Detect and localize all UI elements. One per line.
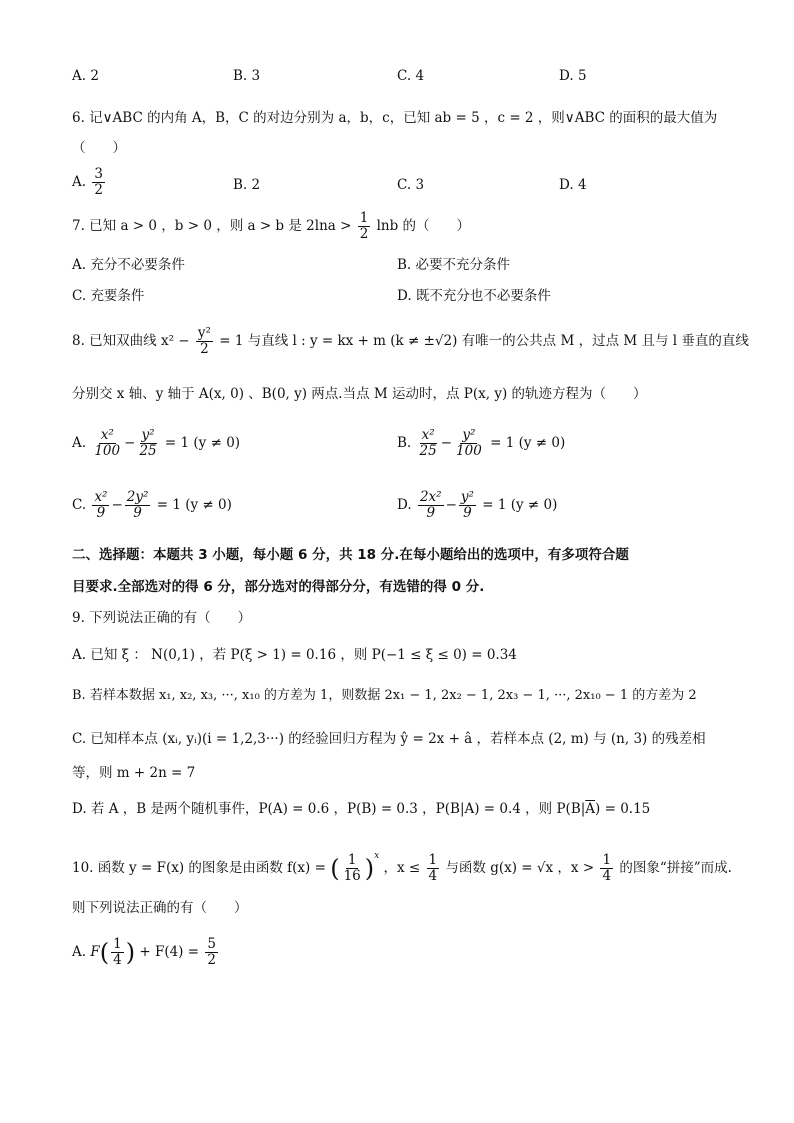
q7-stem: 7. 已知 a > 0 ，b > 0 ，则 a > b 是 2lna > $\frac{1}{2}$ lnb 的（ ）	[72, 210, 471, 242]
q5-option-a: A. 2	[72, 68, 99, 84]
q8-option-a: A. $\frac{\text{x²}}{100}$ − $\frac{\text{y²}}{25}$ = 1 (y ≠ 0)	[72, 427, 241, 459]
q6-option-a: A. $\frac{3}{2}$	[72, 166, 103, 198]
q6-option-b: B. 2	[233, 177, 261, 193]
q5-option-c: C. 4	[397, 68, 425, 84]
q6-option-a-fraction: $\frac{3}{2}$	[94, 166, 103, 198]
q7-option-d: D. 既不充分也不必要条件	[397, 288, 551, 304]
q6-option-d: D. 4	[559, 177, 587, 193]
q8-option-b: B. $\frac{\text{x²}}{25}$ − $\frac{\text{y²}}{100}$ = 1 (y ≠ 0)	[397, 427, 566, 459]
q9-option-c-line2: 等，则 m + 2n = 7	[72, 765, 196, 781]
q7-option-b: B. 必要不充分条件	[397, 257, 511, 273]
q9-option-c-line1: C. 已知样本点 (xᵢ, yᵢ)(i = 1,2,3···) 的经验回归方程为 ŷ = 2x + â ，若样本点 (2, m) 与 (n, 3) 的残差相	[72, 731, 706, 747]
q8-stem-line2: 分别交 x 轴、y 轴于 A(x, 0) 、B(0, y) 两点.当点 M 运动时，点 P(x, y) 的轨迹方程为（ ）	[72, 386, 647, 402]
q6-stem-line2: （ ）	[72, 140, 126, 156]
q8-option-d: D. $\frac{\text{2x²}}{9}$ − $\frac{\text{y²}}{9}$ = 1 (y ≠ 0)	[397, 489, 558, 521]
q9-stem: 9. 下列说法正确的有（ ）	[72, 610, 252, 626]
q8-option-c: C. $\frac{\text{x²}}{9}$ − $\frac{\text{2y²}}{9}$ = 1 (y ≠ 0)	[72, 489, 232, 521]
q7-fraction: $\frac{1}{2}$	[359, 210, 369, 242]
q10-option-a: A. F( $\frac{1}{4}$ ) + F(4) = $\frac{5}{2}$	[72, 936, 216, 968]
q9-option-b: B. 若样本数据 x₁, x₂, x₃, ···, x₁₀ 的方差为 1，则数据 2x₁ − 1, 2x₂ − 1, 2x₃ − 1, ···, 2x₁₀ − 1 的方差为 2	[72, 688, 697, 703]
section2-heading-line2: 目要求.全部选对的得 6 分，部分选对的得部分分，有选错的得 0 分.	[72, 579, 485, 595]
q5-option-d: D. 5	[559, 68, 587, 84]
q8-stem-line1: 8. 已知双曲线 x² − $\frac{\text{y²}}{2}$ = 1 与直线 l : y = kx + m (k ≠ ±√2) 有唯一的公共点 M ，过点 M 且与 l 垂直的直线	[72, 325, 749, 357]
q10-stem-line2: 则下列说法正确的有（ ）	[72, 900, 248, 916]
q5-option-b: B. 3	[233, 68, 261, 84]
q10-stem-line1: 10. 函数 y = F(x) 的图象是由函数 f(x) = ( $\frac{1}{16}$ )$^x$ ，x ≤ $\frac{1}{4}$ 与函数 g(x) = √x ，x > $\frac{1}{4}$ 的图象“拼接”而成.	[72, 851, 732, 884]
q7-option-a: A. 充分不必要条件	[72, 257, 185, 273]
q9-option-d: D. 若 A ，B 是两个随机事件，P(A) = 0.6 ，P(B) = 0.3 ，P(B|A) = 0.4 ，则 $P(B|\overline{A}) = 0.15$	[72, 801, 651, 817]
q6-stem-line1: 6. 记∨ABC 的内角 A，B，C 的对边分别为 a，b，c，已知 ab = 5 ，c = 2 ，则∨ABC 的面积的最大值为	[72, 110, 718, 126]
section2-heading-line1: 二、选择题：本题共 3 小题，每小题 6 分，共 18 分.在每小题给出的选项中，有多项符合题	[72, 547, 629, 563]
q7-option-c: C. 充要条件	[72, 288, 145, 304]
q6-option-c: C. 3	[397, 177, 425, 193]
q9-option-a: A. 已知 ξ ： N(0,1) ，若 P(ξ > 1) = 0.16 ，则 P(−1 ≤ ξ ≤ 0) = 0.34	[72, 647, 517, 663]
q8-fraction: $\frac{\text{y²}}{2}$	[197, 325, 211, 357]
